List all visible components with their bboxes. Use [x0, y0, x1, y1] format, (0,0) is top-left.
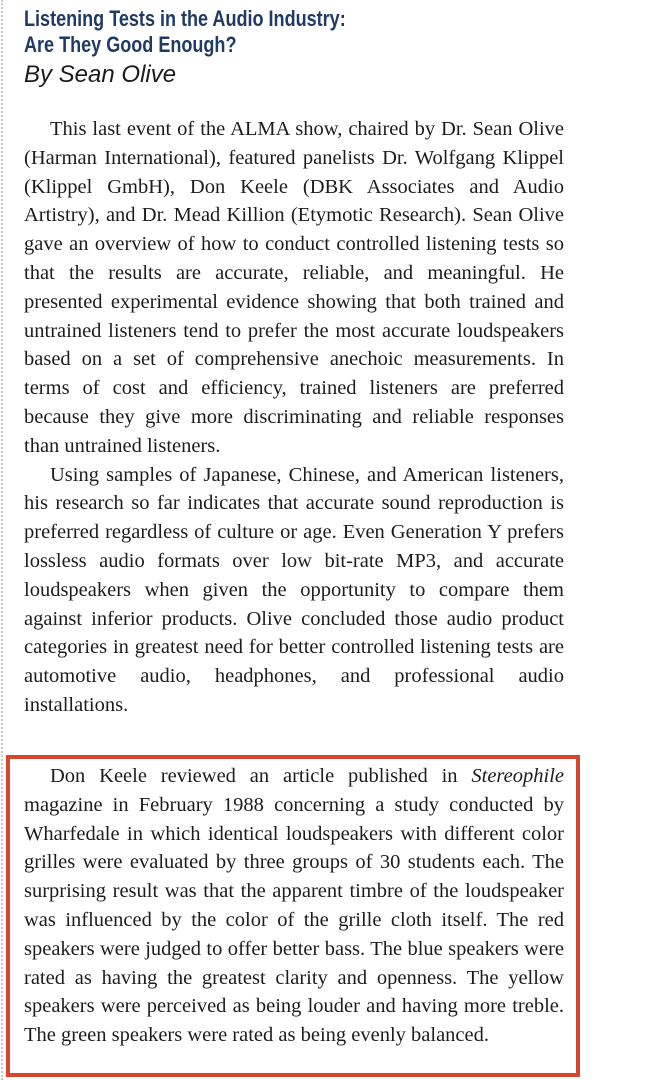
article-title-line-2: Are They Good Enough?: [24, 32, 237, 57]
article-byline: By Sean Olive: [24, 61, 177, 88]
article-body: [24, 115, 564, 720]
page-margin-rule: [1, 0, 3, 1080]
paragraph-3: [24, 762, 564, 1050]
article: [24, 6, 564, 720]
article-title: [24, 6, 565, 58]
paragraph-3-text-b: magazine in February 1988 concerning a study conducted by Wharfedale in which identical loudspeakers with different color grilles were evaluated by three groups of 30 students each. The surprising result was that the apparent timbre of the loudspeaker was influenced by the color of the grille cloth itself. The red speakers were judged to offer better bass. The blue speakers were rated as having the greatest clarity and openness. The yellow speakers were perceived as being louder and having more treble. The green speakers were rated as being evenly balanced.: [24, 793, 564, 1047]
paragraph-3-text-a: Don Keele reviewed an article published in: [50, 765, 472, 787]
magazine-name: Stereophile: [471, 765, 564, 787]
paragraph-2: Using samples of Japanese, Chinese, and American listeners, his research so far indicates that accurate sound reproduction is preferred regardless of culture or age. Even Generation Y prefers lossless audio formats over low bit-rate MP3, and accurate loudspeakers when given the opportunity to compare them against inferior products. Olive concluded those audio product categories in greatest need for better controlled listening tests are automotive audio, headphones, and professional audio installations.: [24, 463, 564, 716]
paragraph-1: This last event of the ALMA show, chaired by Dr. Sean Olive (Harman International), featured panelists Dr. Wolfgang Klippel (Klippel GmbH), Don Keele (DBK Associates and Audio Artistry), and Dr. Mead Killion (Etymotic Research). Sean Olive gave an overview of how to conduct controlled listening tests so that the results are accurate, reliable, and meaningful. He presented experimental evidence showing that both trained and untrained listeners tend to prefer the most accurate loudspeakers based on a set of comprehensive anechoic measurements. In terms of cost and efficiency, trained listeners are preferred because they give more discriminating and reliable responses than untrained listeners.: [24, 118, 564, 457]
highlighted-section: [24, 762, 564, 1050]
article-title-line-1: Listening Tests in the Audio Industry:: [24, 6, 346, 31]
